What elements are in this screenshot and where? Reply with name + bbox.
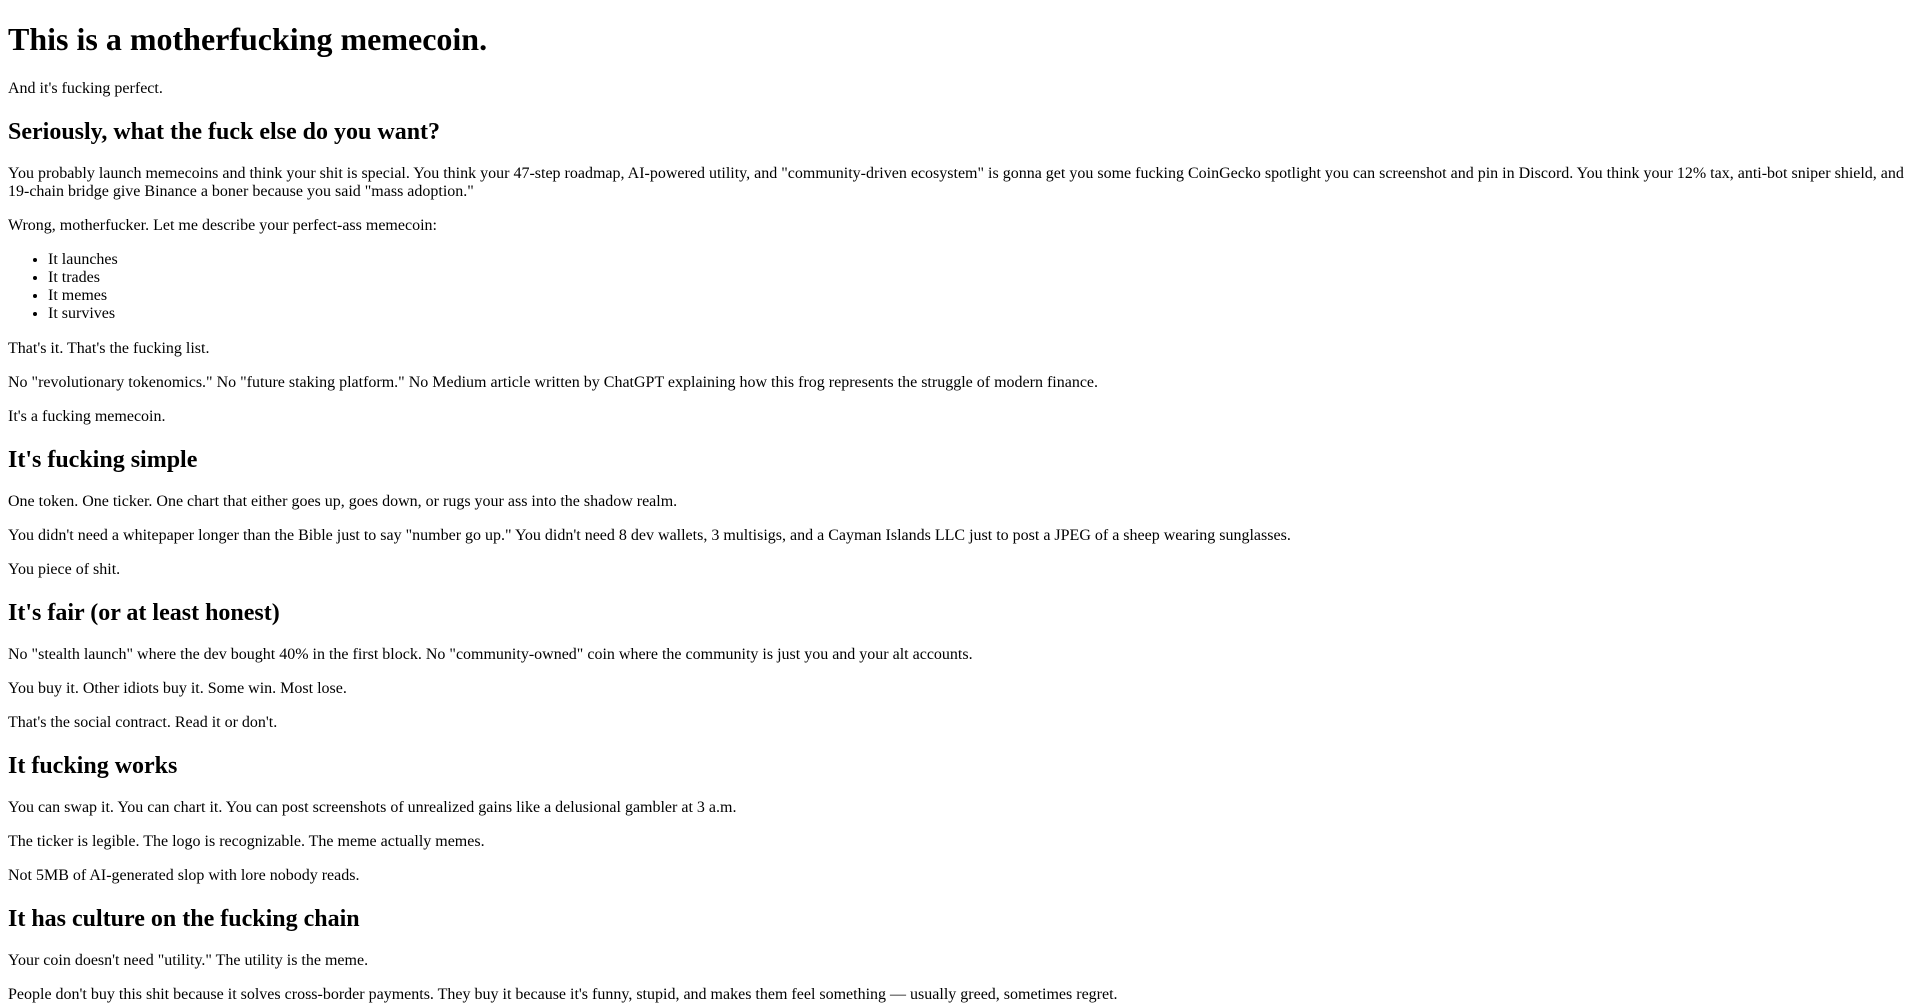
intro-paragraph: You probably launch memecoins and think your shit is special. You think your 47-step roadmap, AI-powered utility, and "community-driven ecosystem" is gonna get you some fucking CoinGecko spotlight you can screenshot and pin in Discord. You think your 12% tax, anti-bot sniper shield, and 19-chain bridge give Binance a boner because you said "mass adoption.": [8, 165, 1904, 200]
page-title: This is a motherfucking memecoin.: [8, 21, 488, 57]
memecoin-paragraph: It's a fucking memecoin.: [8, 408, 166, 425]
list-item: • It memes: [48, 287, 118, 305]
culture-paragraph-2: People don't buy this shit because it solves cross-border payments. They buy it because it's funny, stupid, and makes them feel something — usually greed, sometimes regret.: [8, 986, 1118, 1003]
simple-paragraph-2: You didn't need a whitepaper longer than the Bible just to say "number go up." You didn't need 8 dev wallets, 3 multisigs, and a Cayman Islands LLC just to post a JPEG of a sheep wearing sunglasses.: [8, 527, 1291, 544]
heading-culture: It has culture on the fucking chain: [8, 906, 360, 932]
heading-works: It fucking works: [8, 753, 178, 779]
list-item: • It survives: [48, 305, 118, 323]
works-paragraph-3: Not 5MB of AI-generated slop with lore nobody reads.: [8, 867, 360, 884]
fair-paragraph-2: You buy it. Other idiots buy it. Some win. Most lose.: [8, 680, 347, 697]
simple-paragraph-3: You piece of shit.: [8, 561, 121, 578]
heading-what-else: Seriously, what the fuck else do you want?: [8, 119, 441, 145]
tagline: And it's fucking perfect.: [8, 80, 163, 97]
describe-paragraph: Wrong, motherfucker. Let me describe your perfect-ass memecoin:: [8, 217, 437, 234]
list-item: • It launches: [48, 251, 118, 269]
fair-paragraph-1: No "stealth launch" where the dev bought 40% in the first block. No "community-owned" coin where the community is just you and your alt accounts.: [8, 646, 973, 663]
heading-fair: It's fair (or at least honest): [8, 600, 280, 626]
features-list: [8, 251, 118, 323]
heading-simple: It's fucking simple: [8, 447, 198, 473]
works-paragraph-1: You can swap it. You can chart it. You can post screenshots of unrealized gains like a delusional gambler at 3 a.m.: [8, 799, 737, 816]
works-paragraph-2: The ticker is legible. The logo is recognizable. The meme actually memes.: [8, 833, 485, 850]
no-tokenomics-paragraph: No "revolutionary tokenomics." No "future staking platform." No Medium article written by ChatGPT explaining how this frog represents the struggle of modern finance.: [8, 374, 1099, 391]
culture-paragraph-1: Your coin doesn't need "utility." The utility is the meme.: [8, 952, 369, 969]
list-summary-paragraph: That's it. That's the fucking list.: [8, 340, 210, 357]
fair-paragraph-3: That's the social contract. Read it or don't.: [8, 714, 278, 731]
list-item: • It trades: [48, 269, 118, 287]
simple-paragraph-1: One token. One ticker. One chart that either goes up, goes down, or rugs your ass into the shadow realm.: [8, 493, 678, 510]
